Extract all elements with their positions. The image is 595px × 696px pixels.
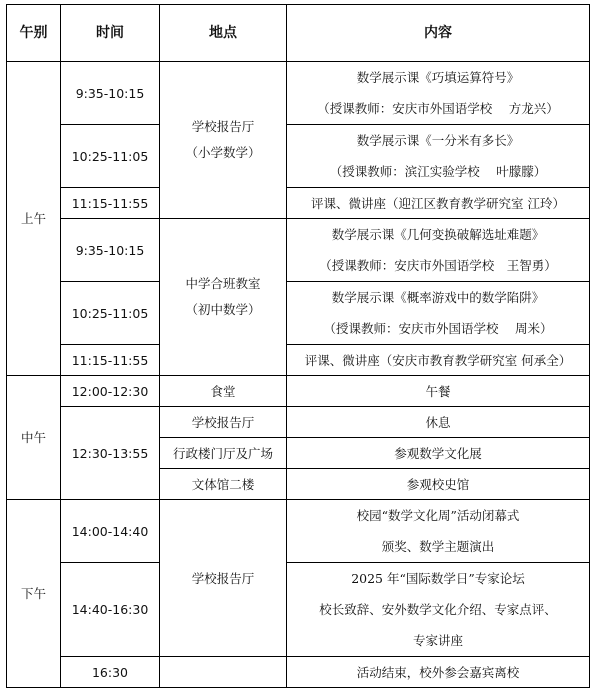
content-line: （授课教师：安庆市外国语学校 王智勇）	[319, 258, 557, 273]
header-time: 时间	[61, 5, 160, 62]
table-row	[7, 376, 590, 407]
content-line: 颁奖、数学主题演出	[381, 539, 495, 554]
location-cell: 文体馆二楼	[160, 469, 287, 500]
content-cell: 休息	[287, 407, 590, 438]
table-row	[7, 345, 590, 376]
time-cell: 12:00-12:30	[61, 376, 160, 407]
time-cell: 12:30-13:55	[61, 407, 160, 500]
header-period: 午别	[7, 5, 61, 62]
table-row	[7, 407, 590, 438]
location-cell	[160, 62, 287, 219]
table-row	[7, 657, 590, 688]
location-cell: 学校报告厅	[160, 500, 287, 657]
header-row	[7, 5, 590, 62]
content-line: 数学展示课《巧填运算符号》	[356, 70, 520, 85]
table-row	[7, 282, 590, 345]
time-cell: 11:15-11:55	[61, 188, 160, 219]
content-cell	[287, 125, 590, 188]
time-cell: 16:30	[61, 657, 160, 688]
table-row	[7, 188, 590, 219]
location-name: 学校报告厅	[191, 119, 255, 134]
time-cell: 14:40-16:30	[61, 563, 160, 657]
content-line: 数学展示课《几何变换破解选址难题》	[331, 227, 545, 242]
header-location: 地点	[160, 5, 287, 62]
content-line: 2025 年“国际数学日”专家论坛	[351, 571, 525, 586]
time-cell: 9:35-10:15	[61, 219, 160, 282]
content-cell	[287, 282, 590, 345]
content-line: 校园“数学文化周”活动闭幕式	[356, 508, 520, 523]
table-row	[7, 563, 590, 657]
time-cell: 10:25-11:05	[61, 125, 160, 188]
location-cell	[160, 219, 287, 376]
time-cell: 9:35-10:15	[61, 62, 160, 125]
location-subject: （初中数学）	[185, 302, 261, 317]
time-cell: 14:00-14:40	[61, 500, 160, 563]
content-line: （授课教师：安庆市外国语学校 周米）	[323, 321, 553, 336]
content-cell: 活动结束，校外参会嘉宾离校	[287, 657, 590, 688]
content-cell: 评课、微讲座（迎江区教育教学研究室 江玲）	[287, 188, 590, 219]
content-line: 专家讲座	[412, 633, 463, 648]
time-cell: 11:15-11:55	[61, 345, 160, 376]
content-cell: 参观校史馆	[287, 469, 590, 500]
table-row	[7, 500, 590, 563]
time-cell: 10:25-11:05	[61, 282, 160, 345]
period-noon: 中午	[7, 376, 61, 500]
location-subject: （小学数学）	[185, 145, 261, 160]
table-row	[7, 219, 590, 282]
table-row	[7, 125, 590, 188]
content-cell	[287, 62, 590, 125]
table-row	[7, 62, 590, 125]
content-cell: 评课、微讲座（安庆市教育教学研究室 何承全）	[287, 345, 590, 376]
header-content: 内容	[287, 5, 590, 62]
content-cell	[287, 500, 590, 563]
location-cell: 食堂	[160, 376, 287, 407]
content-line: 数学展示课《概率游戏中的数学陷阱》	[331, 290, 545, 305]
location-cell-empty	[160, 657, 287, 688]
period-afternoon: 下午	[7, 500, 61, 688]
schedule-table	[6, 4, 590, 688]
location-name: 中学合班教室	[185, 276, 261, 291]
content-line: （授课教师：安庆市外国语学校 方龙兴）	[317, 101, 559, 116]
content-line: 校长致辞、安外数学文化介绍、专家点评、	[319, 602, 557, 617]
location-cell: 学校报告厅	[160, 407, 287, 438]
content-cell	[287, 563, 590, 657]
content-cell: 参观数学文化展	[287, 438, 590, 469]
location-cell: 行政楼门厅及广场	[160, 438, 287, 469]
period-morning: 上午	[7, 62, 61, 376]
content-line: （授课教师：滨江实验学校 叶朦朦）	[329, 164, 547, 179]
content-line: 数学展示课《一分米有多长》	[356, 133, 520, 148]
content-cell	[287, 219, 590, 282]
content-cell: 午餐	[287, 376, 590, 407]
